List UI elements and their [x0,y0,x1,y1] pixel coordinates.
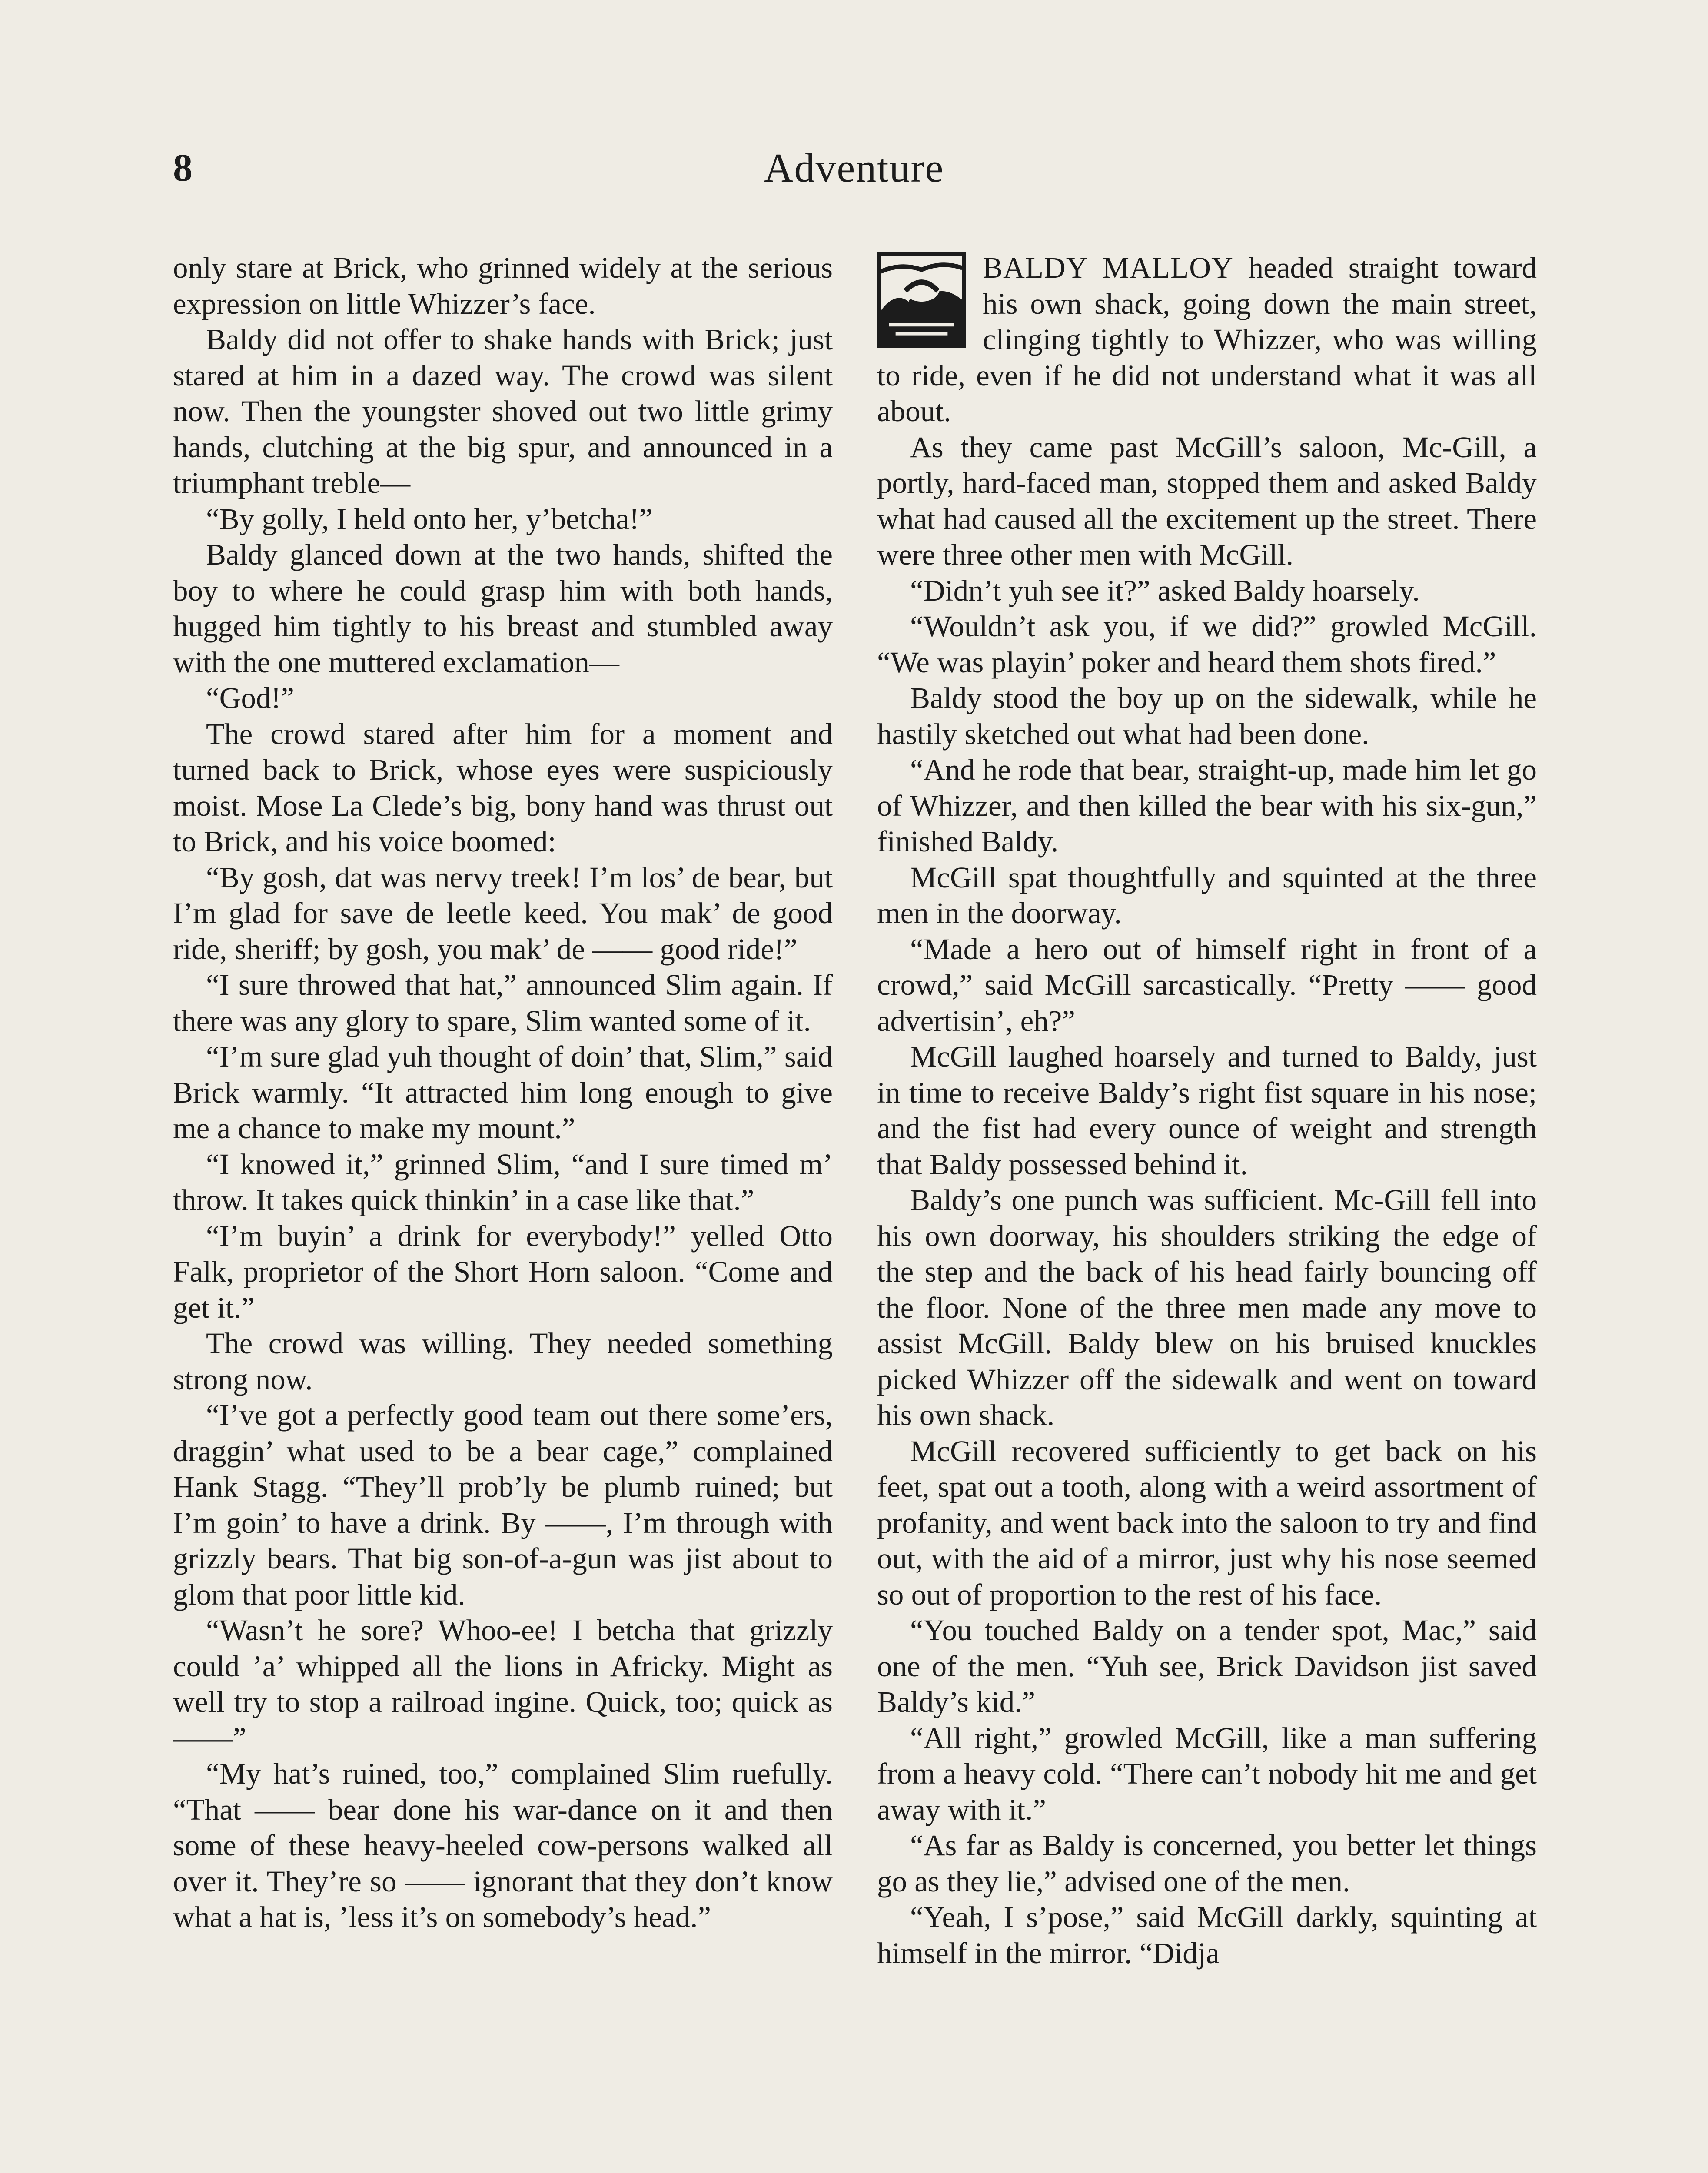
woodcut-landscape-icon [877,252,966,348]
paragraph: “All right,” growled McGill, like a man suffering from a heavy cold. “There can’t nobody hit me and get away with it.” [877,1721,1537,1826]
paragraph: Baldy did not offer to shake hands with Brick; just stared at him in a dazed way. The crowd was silent now. Then the youngster shoved out two little grimy hands, clutching at the big spur, and announced in a triumphant treble— [173,323,833,499]
paragraph: Baldy glanced down at the two hands, shifted the boy to where he could grasp him with both hands, hugged him tightly to his breast and stumbled away with the one muttered exclamation— [173,538,833,679]
paragraph: McGill laughed hoarsely and turned to Baldy, just in time to receive Baldy’s right fist square in his nose; and the fist had every ounce of weight and strength that Baldy possessed behind it. [877,1040,1537,1181]
paragraph: “I’m sure glad yuh thought of doin’ that, Slim,” said Brick warmly. “It attracted him long enough to give me a chance to make my mount.” [173,1040,833,1145]
paragraph: “God!” [206,681,295,714]
paragraph: “I sure throwed that hat,” announced Slim again. If there was any glory to spare, Slim wanted some of it. [173,968,833,1037]
paragraph: Baldy stood the boy up on the sidewalk, while he hastily sketched out what had been done. [877,681,1537,751]
paragraph: “I knowed it,” grinned Slim, “and I sure timed m’ throw. It takes quick thinkin’ in a case like that.” [173,1147,833,1216]
lead-text: headed straight toward his own shack, going down the main street, clinging tightly to Whizzer, who was willing to ride, even if he did not understand what it was all about. [877,251,1537,428]
paragraph: The crowd was willing. They needed something strong now. [173,1327,833,1396]
paragraph: “Wouldn’t ask you, if we did?” growled McGill. “We was playin’ poker and heard them shots fired.” [877,610,1537,679]
paragraph: “As far as Baldy is concerned, you better let things go as they lie,” advised one of the men. [877,1829,1537,1898]
paragraph: “By golly, I held onto her, y’betcha!” [206,502,653,535]
paragraph: “By gosh, dat was nervy treek! I’m los’ de bear, but I’m glad for save de leetle keed. You mak’ de good ride, sheriff; by gosh, you mak’ de —— good ride!” [173,861,833,966]
paragraph: “Didn’t yuh see it?” asked Baldy hoarsely. [910,574,1420,607]
paragraph: Baldy’s one punch was sufficient. Mc-Gill fell into his own doorway, his shoulders striking the edge of the step and the back of his head fairly bouncing off the floor. None of the three men made any move to assist McGill. Baldy blew on his bruised knuckles picked Whizzer off the sidewalk and went on toward his own shack. [877,1183,1537,1432]
paragraph: “Yeah, I s’pose,” said McGill darkly, squinting at himself in the mirror. “Didja [877,1901,1537,1970]
page-number: 8 [173,146,193,189]
paragraph: As they came past McGill’s saloon, Mc-Gill, a portly, hard-faced man, stopped them and asked Baldy what had caused all the excitement up the street. There were three other men with McGill. [877,430,1537,571]
right-column [877,250,1537,1971]
paragraph: “I’m buyin’ a drink for everybody!” yelled Otto Falk, proprietor of the Short Horn saloon. “Come and get it.” [173,1219,833,1324]
running-head: Adventure [764,146,944,191]
paragraph: only stare at Brick, who grinned widely at the serious expression on little Whizzer’s face. [173,251,833,320]
paragraph: “I’ve got a perfectly good team out there some’ers, draggin’ what used to be a bear cage,” complained Hank Stagg. “They’ll prob’ly be plumb ruined; but I’m goin’ to have a drink. By ——, I’m through with grizzly bears. That big son-of-a-gun was jist about to glom that poor little kid. [173,1399,833,1611]
paragraph: “You touched Baldy on a tender spot, Mac,” said one of the men. “Yuh see, Brick Davidson jist saved Baldy’s kid.” [877,1614,1537,1718]
paragraph: “Made a hero out of himself right in front of a crowd,” said McGill sarcastically. “Pretty —— good advertisin’, eh?” [877,932,1537,1037]
lead-paragraph [877,250,1537,429]
lead-smallcaps: BALDY MALLOY [983,251,1233,284]
paragraph: “Wasn’t he sore? Whoo-ee! I betcha that grizzly could ’a’ whipped all the lions in Africky. Might as well try to stop a railroad ingine. Quick, too; quick as——” [173,1614,833,1754]
paragraph: McGill recovered sufficiently to get back on his feet, spat out a tooth, along with a weird assortment of profanity, and went back into the saloon to try and find out, with the aid of a mirror, just why his nose seemed so out of proportion to the rest of his face. [877,1434,1537,1611]
paragraph: “My hat’s ruined, too,” complained Slim ruefully. “That —— bear done his war-dance on it and then some of these heavy-heeled cow-persons walked all over it. They’re so —— ignorant that they don’t know what a hat is, ’less it’s on somebody’s head.” [173,1757,833,1934]
left-column [173,250,833,1935]
paragraph: The crowd stared after him for a moment and turned back to Brick, whose eyes were suspiciously moist. Mose La Clede’s big, bony hand was thrust out to Brick, and his voice boomed: [173,717,833,858]
paragraph: “And he rode that bear, straight-up, made him let go of Whizzer, and then killed the bear with his six-gun,” finished Baldy. [877,753,1537,858]
paragraph: McGill spat thoughtfully and squinted at the three men in the doorway. [877,861,1537,930]
